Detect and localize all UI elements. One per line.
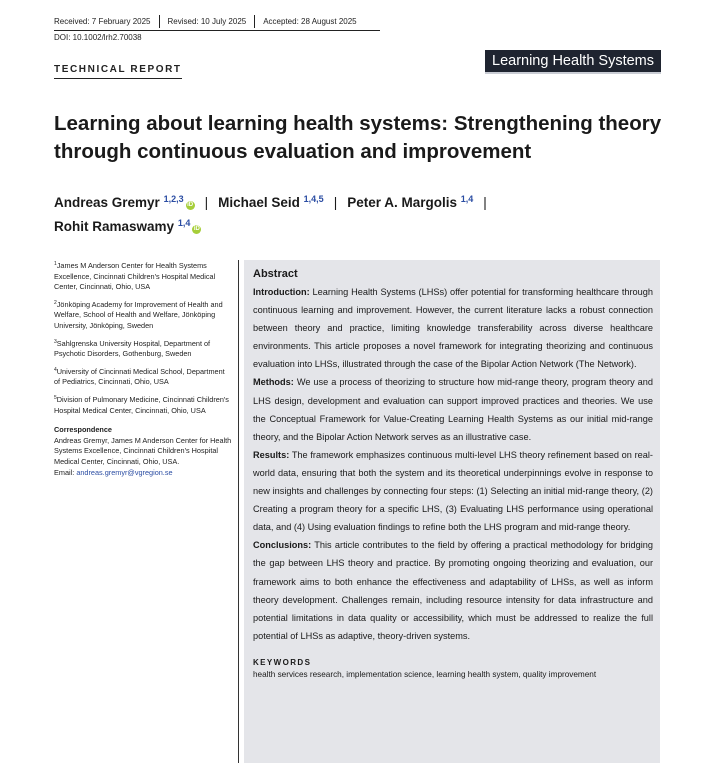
affiliation-text: James M Anderson Center for Health Systems Excellence, Cincinnati Children's Hospital Medical Center, Cincinnati, Ohio, USA bbox=[54, 261, 216, 292]
affiliation-text: University of Cincinnati Medical School, Department of Pediatrics, Cincinnati, Ohio, USA bbox=[54, 366, 225, 387]
author-affiliation-refs[interactable]: 1,4,5 bbox=[303, 194, 324, 204]
keywords-text: health services research, implementation science, learning health system, quality improvement bbox=[253, 669, 597, 679]
journal-logo[interactable]: Learning Health Systems bbox=[485, 50, 661, 74]
affiliation-text: Sahlgrenska University Hospital, Department of Psychotic Disorders, Gothenburg, Sweden bbox=[54, 338, 211, 359]
author-separator: | bbox=[204, 195, 209, 210]
affiliation-text: Jönköping Academy for Improvement of Health and Welfare, School of Health and Welfare, Jönköping University, Jönköping, Sweden bbox=[54, 299, 223, 330]
author-affiliation-refs[interactable]: 1,4 bbox=[177, 218, 191, 228]
revised-date: Revised: 10 July 2025 bbox=[159, 15, 255, 28]
affiliation-2 bbox=[54, 298, 232, 332]
author-affiliation-refs[interactable]: 1,2,3 bbox=[163, 194, 184, 204]
article-history bbox=[54, 15, 365, 28]
doi[interactable]: DOI: 10.1002/lrh2.70038 bbox=[54, 33, 142, 42]
article-type: TECHNICAL REPORT bbox=[54, 64, 182, 79]
affiliations-column bbox=[54, 259, 232, 478]
section-label: Conclusions: bbox=[253, 540, 312, 551]
author-name: Andreas Gremyr bbox=[54, 195, 160, 210]
abstract-introduction bbox=[253, 283, 653, 373]
affiliation-1 bbox=[54, 259, 232, 293]
history-divider bbox=[54, 30, 380, 31]
affiliation-5 bbox=[54, 393, 232, 416]
affiliation-number: 4 bbox=[54, 366, 57, 373]
abstract-results bbox=[253, 446, 653, 536]
section-label: Results: bbox=[253, 449, 290, 460]
affiliation-number: 3 bbox=[54, 338, 57, 345]
author-affiliation-refs[interactable]: 1,4 bbox=[460, 194, 474, 204]
affiliation-4 bbox=[54, 365, 232, 388]
author-name: Peter A. Margolis bbox=[347, 195, 457, 210]
article-title: Learning about learning health systems: Strengthening theory through continuous evaluation and improvement bbox=[54, 112, 662, 163]
orcid-icon[interactable]: iD bbox=[187, 202, 194, 208]
author-list bbox=[54, 189, 654, 237]
email-link[interactable]: andreas.gremyr@vgregion.se bbox=[76, 467, 173, 477]
section-text: We use a process of theorizing to structure how mid-range theory, program theory and LHS design, development and evaluation can support improved practices and theories. We use the Conceptual Framework for Value-Creating Learning Health Systems as our initial mid-range theory, and the Bipolar Action Network serves as an illustrative case. bbox=[253, 377, 653, 442]
affiliation-number: 1 bbox=[54, 261, 57, 267]
accepted-date: Accepted: 28 August 2025 bbox=[254, 15, 364, 28]
affiliation-number: 2 bbox=[54, 299, 57, 306]
keywords-heading: KEYWORDS bbox=[253, 657, 312, 667]
section-text: Learning Health Systems (LHSs) offer potential for transforming healthcare through continuous learning and improvement. However, the current literature lacks a robust connection between theory and practice, limiting knowledge transferability across diverse healthcare environments. This article proposes a novel framework for integrating theorizing and continuous evaluation into LHSs, illustrated through the case of the Bipolar Action Network (The Network). bbox=[253, 287, 653, 370]
author-1[interactable] bbox=[54, 195, 195, 210]
author-separator: | bbox=[333, 195, 338, 210]
abstract-methods bbox=[253, 373, 653, 445]
section-label: Introduction: bbox=[253, 287, 310, 297]
section-label: Methods: bbox=[253, 377, 294, 388]
received-date: Received: 7 February 2025 bbox=[54, 17, 151, 26]
affiliation-text: Division of Pulmonary Medicine, Cincinnati Children's Hospital Medical Center, Cincinnati, Ohio, USA bbox=[54, 394, 229, 415]
correspondence-text: Andreas Gremyr, James M Anderson Center for Health Systems Excellence, Cincinnati Children's Hospital Medical Center, Cincinnati, Ohio, USA. bbox=[54, 435, 232, 466]
correspondence-email bbox=[54, 468, 232, 479]
affiliation-3 bbox=[54, 337, 232, 360]
abstract-conclusions bbox=[253, 536, 653, 645]
orcid-icon[interactable]: iD bbox=[193, 226, 200, 232]
abstract-divider bbox=[238, 260, 239, 763]
author-name: Michael Seid bbox=[218, 195, 300, 210]
abstract-heading: Abstract bbox=[253, 268, 298, 280]
author-separator: | bbox=[483, 195, 487, 210]
section-text: The framework emphasizes continuous multi-level LHS theory refinement based on real-world data, ensuring that both the system and its theoretical underpinnings evolve in response to new insights and challenges by connecting four steps: (1) Selecting an initial mid-range theory, (2) Creating a program theory for a specific LHS, (3) Evaluating LHS performance using operational data, and (4) Using evaluation findings to refine both the LHS program and mid-range theory. bbox=[253, 449, 653, 533]
section-text: This article contributes to the field by offering a practical methodology for bridging the gap between LHS theory and practice. By promoting ongoing theorizing and evaluation, our framework aims to both enhance the effectiveness and adaptability of LHSs, as well as inform theory development. Challenges remain, including resource intensity for data infrastructure and potential limitations in data quality or accessibility, which must be addressed to realize the full potential of LHSs as adaptive, theory-driven systems. bbox=[253, 540, 653, 641]
abstract-box bbox=[244, 260, 660, 763]
correspondence-heading: Correspondence bbox=[54, 425, 112, 435]
author-2[interactable] bbox=[218, 195, 324, 210]
author-3[interactable] bbox=[347, 195, 473, 210]
email-label: Email: bbox=[54, 467, 75, 477]
affiliation-number: 5 bbox=[54, 394, 57, 401]
author-4[interactable] bbox=[54, 219, 201, 234]
author-name: Rohit Ramaswamy bbox=[54, 219, 175, 234]
